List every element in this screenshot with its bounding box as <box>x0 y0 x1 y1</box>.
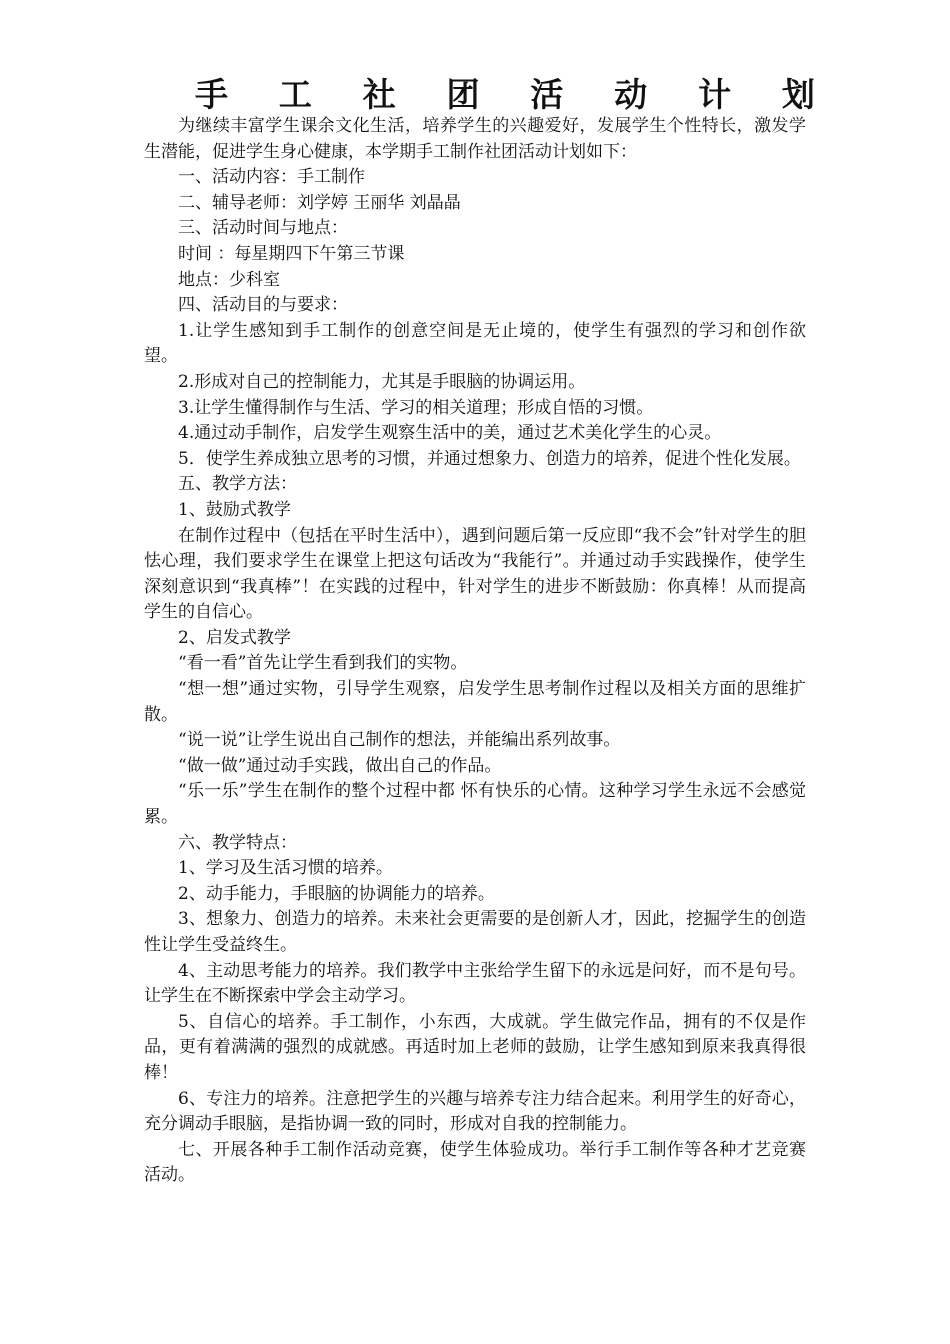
title-char: 动 <box>614 74 648 114</box>
title-char: 团 <box>446 74 480 114</box>
list-item: 5．使学生养成独立思考的习惯，并通过想象力、创造力的培养，促进个性化发展。 <box>178 448 801 469</box>
list-item: 2.形成对自己的控制能力，尤其是手眼脑的协调运用。 <box>178 371 586 392</box>
section-heading: 一、活动内容：手工制作 <box>178 167 365 188</box>
detail-line: 时间 ：每星期四下午第三节课 <box>178 243 405 264</box>
detail-line: 地点：少科室 <box>178 269 280 290</box>
list-item: 2、动手能力，手眼脑的协调能力的培养。 <box>178 883 495 904</box>
list-item: 1、学习及生活习惯的培养。 <box>178 858 393 879</box>
body-paragraph: “乐一乐”学生在制作的整个过程中都 怀有快乐的心情。这种学习学生永远不会感觉累。 <box>144 781 806 828</box>
subsection-heading: 2、启发式教学 <box>178 627 291 648</box>
section-heading: 四、活动目的与要求： <box>178 295 348 316</box>
title-char: 工 <box>278 74 312 114</box>
section-heading: 六、教学特点： <box>178 832 297 853</box>
title-char: 计 <box>698 74 732 114</box>
section-heading: 二、辅导老师：刘学婷 王丽华 刘晶晶 <box>178 192 461 213</box>
list-item: 1.让学生感知到手工制作的创意空间是无止境的，使学生有强烈的学习和创作欲望。 <box>144 320 806 367</box>
body-paragraph: “想一想”通过实物，引导学生观察，启发学生思考制作过程以及相关方面的思维扩散。 <box>144 679 806 725</box>
list-item: 4.通过动手制作，启发学生观察生活中的美，通过艺术美化学生的心灵。 <box>178 423 722 444</box>
subsection-heading: 1、鼓励式教学 <box>178 499 291 520</box>
section-heading: 三、活动时间与地点： <box>178 218 348 239</box>
title-char: 社 <box>362 74 396 114</box>
document-body <box>144 114 806 1189</box>
list-item: 4、主动思考能力的培养。我们教学中主张给学生留下的永远是问好，而不是句号。让学生在不断探索中学会主动学习。 <box>144 960 806 1007</box>
section-heading: 七、开展各种手工制作活动竞赛，使学生体验成功。举行手工制作等各种才艺竞赛活动。 <box>144 1139 806 1186</box>
list-item: 3、想象力、创造力的培养。未来社会更需要的是创新人才，因此，挖掘学生的创造性让学生受益终生。 <box>144 909 806 955</box>
list-item: 3.让学生懂得制作与生活、学习的相关道理；形成自悟的习惯。 <box>178 397 654 418</box>
body-paragraph: “做一做”通过动手实践，做出自己的作品。 <box>178 755 502 776</box>
body-paragraph: “看一看”首先让学生看到我们的实物。 <box>178 653 468 674</box>
title-char: 划 <box>781 74 815 114</box>
title-char: 手 <box>195 74 228 114</box>
title-char: 活 <box>530 74 564 114</box>
page-title <box>195 68 815 116</box>
section-heading: 五、教学方法： <box>178 474 297 495</box>
body-paragraph: 在制作过程中（包括在平时生活中），遇到问题后第一反应即“我不会”针对学生的胆怯心理，我们要求学生在课堂上把这句话改为“我能行”。并通过动手实践操作，使学生深刻意识到“我真棒”！在实践的过程中，针对学生的进步不断鼓励：你真棒！从而提高学生的自信心。 <box>144 525 806 623</box>
body-paragraph: “说一说”让学生说出自己制作的想法，并能编出系列故事。 <box>178 730 621 751</box>
intro-paragraph: 为继续丰富学生课余文化生活，培养学生的兴趣爱好，发展学生个性特长，激发学生潜能，促进学生身心健康，本学期手工制作社团活动计划如下： <box>144 116 806 162</box>
list-item: 6、专注力的培养。注意把学生的兴趣与培养专注力结合起来。利用学生的好奇心，充分调动手眼脑，是指协调一致的同时，形成对自我的控制能力。 <box>144 1088 806 1135</box>
list-item: 5、自信心的培养。手工制作，小东西，大成就。学生做完作品，拥有的不仅是作品，更有着满满的强烈的成就感。再适时加上老师的鼓励，让学生感知到原来我真得很棒！ <box>144 1011 806 1083</box>
